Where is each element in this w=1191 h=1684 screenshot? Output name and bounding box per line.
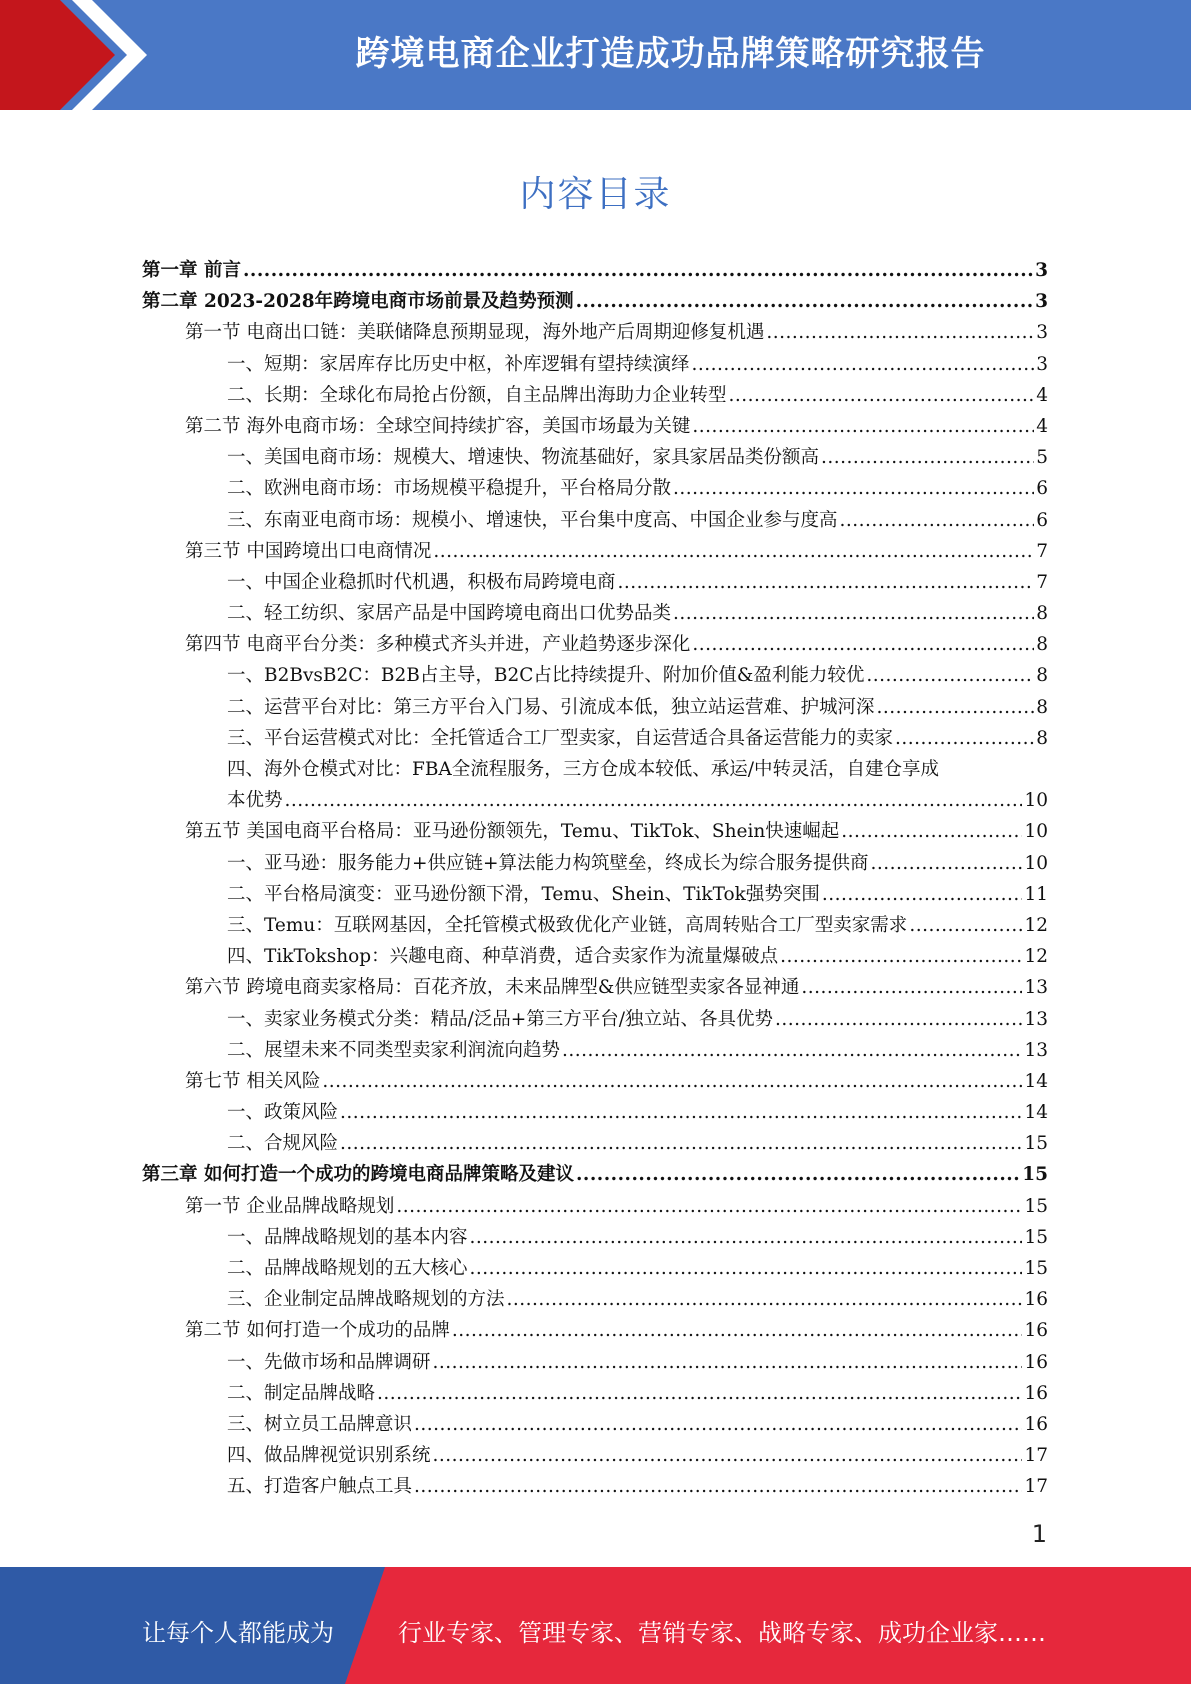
toc-entry-title: 二、长期：全球化布局抢占份额，自主品牌出海助力企业转型 xyxy=(227,384,727,406)
toc-entry-page: 3 xyxy=(1035,291,1048,313)
toc-dot-leader xyxy=(433,1347,1023,1378)
toc-entry[interactable] xyxy=(142,1315,1048,1346)
toc-entry-title: 二、欧洲电商市场：市场规模平稳提升，平台格局分散 xyxy=(227,478,672,500)
toc-entry[interactable] xyxy=(142,255,1048,286)
toc-entry[interactable] xyxy=(142,848,1048,879)
toc-entry-title: 三、企业制定品牌战略规划的方法 xyxy=(227,1289,505,1311)
toc-entry-page: 4 xyxy=(1036,415,1048,437)
toc-dot-leader xyxy=(576,286,1034,317)
toc-entry-title: 第三章 如何打造一个成功的跨境电商品牌策略及建议 xyxy=(142,1164,574,1186)
toc-entry-title: 三、树立员工品牌意识 xyxy=(227,1413,413,1435)
toc-entry-title: 一、先做市场和品牌调研 xyxy=(227,1351,431,1373)
footer-slogan-left: 让每个人都能成为 xyxy=(142,1619,334,1647)
toc-entry-title: 二、品牌战略规划的五大核心 xyxy=(227,1258,468,1279)
toc-entry-page: 8 xyxy=(1036,665,1048,687)
toc-dot-leader xyxy=(692,629,1034,660)
toc-entry[interactable] xyxy=(142,1409,1048,1440)
toc-dot-leader xyxy=(692,411,1034,442)
toc-dot-leader xyxy=(452,1315,1023,1346)
toc-entry-title: 第六节 跨境电商卖家格局：百花齐放，未来品牌型&供应链型卖家各显神通 xyxy=(185,977,800,999)
toc-entry[interactable] xyxy=(142,941,1048,972)
toc-dot-leader xyxy=(340,1097,1022,1128)
toc-entry[interactable] xyxy=(142,349,1048,380)
toc-dot-leader xyxy=(909,910,1022,941)
toc-entry-page: 12 xyxy=(1024,914,1048,936)
toc-dot-leader xyxy=(470,1222,1023,1253)
toc-entry[interactable] xyxy=(142,1347,1048,1378)
toc-dot-leader xyxy=(618,567,1035,598)
toc-entry-title: 一、亚马逊：服务能力+供应链+算法能力构筑壁垒，终成长为综合服务提供商 xyxy=(227,852,869,874)
toc-entry[interactable] xyxy=(142,1097,1048,1128)
toc-dot-leader xyxy=(673,598,1034,629)
toc-dot-leader xyxy=(507,1284,1023,1315)
toc-entry-page: 8 xyxy=(1036,727,1048,749)
toc-entry-page: 16 xyxy=(1024,1289,1048,1311)
toc-entry-page: 3 xyxy=(1036,353,1048,375)
toc-dot-leader xyxy=(322,1066,1022,1097)
toc-entry[interactable] xyxy=(142,692,1048,723)
toc-entry-page: 16 xyxy=(1024,1351,1048,1373)
toc-dot-leader xyxy=(433,1440,1023,1471)
toc-entry-page: 13 xyxy=(1024,1008,1048,1030)
toc-entry-title: 二、轻工纺织、家居产品是中国跨境电商出口优势品类 xyxy=(227,603,672,625)
toc-entry[interactable] xyxy=(142,1004,1048,1035)
toc-entry-page: 3 xyxy=(1035,260,1048,281)
toc-entry-title: 五、打造客户触点工具 xyxy=(227,1476,413,1498)
toc-dot-leader xyxy=(780,941,1022,972)
footer-band xyxy=(0,1567,1191,1684)
toc-entry-title: 一、品牌战略规划的基本内容 xyxy=(227,1226,468,1248)
toc-dot-leader xyxy=(285,785,1023,816)
toc-entry-page: 8 xyxy=(1036,634,1048,656)
toc-entry-title: 三、Temu：互联网基因，全托管模式极致优化产业链，高周转贴合工厂型卖家需求 xyxy=(227,914,908,936)
toc-entry[interactable] xyxy=(142,411,1048,442)
toc-dot-leader xyxy=(562,1035,1022,1066)
toc-entry[interactable] xyxy=(142,1159,1048,1190)
toc-entry-page: 10 xyxy=(1024,821,1048,843)
toc-entry-page: 6 xyxy=(1036,509,1048,531)
header-band xyxy=(0,0,1191,110)
toc-entry-title: 一、中国企业稳抓时代机遇，积极布局跨境电商 xyxy=(227,571,616,593)
toc-dot-leader xyxy=(414,1471,1022,1502)
toc-entry-page: 14 xyxy=(1024,1102,1048,1124)
toc-dot-leader xyxy=(895,723,1034,754)
toc-dot-leader xyxy=(414,1409,1022,1440)
toc-entry-page: 15 xyxy=(1024,1195,1048,1217)
toc-entry-page: 13 xyxy=(1024,977,1048,999)
toc-entry-title: 一、短期：家居库存比历史中枢，补库逻辑有望持续演绎 xyxy=(227,353,690,375)
toc-dot-leader xyxy=(841,816,1022,847)
toc-dot-leader xyxy=(775,1004,1022,1035)
toc-entry-title: 一、政策风险 xyxy=(227,1102,339,1124)
toc-entry-title: 一、美国电商市场：规模大、增速快、物流基础好，家具家居品类份额高 xyxy=(227,447,820,469)
toc-entry-title: 第四节 电商平台分类：多种模式齐头并进，产业趋势逐步深化 xyxy=(185,634,691,656)
toc-entry[interactable] xyxy=(142,598,1048,629)
toc-entry-page: 6 xyxy=(1036,478,1048,500)
toc-entry-page: 3 xyxy=(1036,322,1048,344)
toc-entry[interactable] xyxy=(142,629,1048,660)
page-number: 1 xyxy=(1031,1520,1047,1548)
toc-entry-page: 7 xyxy=(1036,571,1048,593)
toc-dot-leader xyxy=(822,879,1023,910)
toc-entry-page: 15 xyxy=(1024,1258,1048,1279)
toc-dot-leader xyxy=(673,473,1034,504)
toc-entry[interactable] xyxy=(142,1222,1048,1253)
toc-entry[interactable] xyxy=(142,879,1048,910)
toc-entry[interactable] xyxy=(142,1128,1048,1159)
toc-entry[interactable] xyxy=(142,286,1048,317)
toc-entry-title: 一、B2BvsB2C：B2B占主导，B2C占比持续提升、附加价值&盈利能力较优 xyxy=(227,665,865,687)
toc-entry[interactable] xyxy=(142,1191,1048,1222)
toc-entry-page: 11 xyxy=(1024,883,1048,905)
toc-entry[interactable] xyxy=(142,1471,1048,1502)
toc-entry-page: 4 xyxy=(1036,384,1048,406)
toc-entry[interactable] xyxy=(142,1284,1048,1315)
toc-entry[interactable] xyxy=(142,1253,1048,1284)
toc-entry-title: 第二章 2023-2028年跨境电商市场前景及趋势预测 xyxy=(142,291,574,313)
toc-dot-leader xyxy=(340,1128,1022,1159)
toc-entry-page: 10 xyxy=(1024,790,1048,812)
toc-entry[interactable] xyxy=(142,1378,1048,1409)
toc-dot-leader xyxy=(840,505,1035,536)
toc-dot-leader xyxy=(801,972,1022,1003)
toc-entry[interactable] xyxy=(142,785,1048,816)
toc-entry-page: 17 xyxy=(1024,1476,1048,1498)
toc-entry-title: 二、制定品牌战略 xyxy=(227,1382,376,1404)
toc-entry-page: 15 xyxy=(1022,1164,1048,1186)
toc-entry[interactable] xyxy=(142,816,1048,847)
toc-dot-leader xyxy=(433,536,1034,567)
toc-entry-title: 三、平台运营模式对比：全托管适合工厂型卖家，自运营适合具备运营能力的卖家 xyxy=(227,727,894,749)
toc-entry-title: 一、卖家业务模式分类：精品/泛品+第三方平台/独立站、各具优势 xyxy=(227,1008,773,1030)
toc-dot-leader xyxy=(692,349,1035,380)
toc-dot-leader xyxy=(576,1159,1020,1190)
report-title: 跨境电商企业打造成功品牌策略研究报告 xyxy=(355,34,986,74)
toc-entry-page: 10 xyxy=(1024,852,1048,874)
toc-entry-page: 16 xyxy=(1024,1382,1048,1404)
toc-entry[interactable] xyxy=(142,567,1048,598)
toc-entry-page: 14 xyxy=(1024,1070,1048,1092)
header-arrow-decoration xyxy=(0,0,150,110)
toc-entry-title: 二、运营平台对比：第三方平台入门易、引流成本低，独立站运营难、护城河深 xyxy=(227,696,875,718)
toc-entry-page: 12 xyxy=(1024,946,1048,968)
toc-entry-title: 第一节 企业品牌战略规划 xyxy=(185,1195,395,1217)
toc-entry[interactable] xyxy=(142,1066,1048,1097)
toc-entry-title: 二、合规风险 xyxy=(227,1133,339,1155)
toc-entry[interactable] xyxy=(142,723,1048,754)
toc-entry-title: 第三节 中国跨境出口电商情况 xyxy=(185,540,432,562)
toc-entry[interactable] xyxy=(142,1035,1048,1066)
toc-entry-title: 第一节 电商出口链：美联储降息预期显现，海外地产后周期迎修复机遇 xyxy=(185,322,765,344)
toc-entry-page: 16 xyxy=(1024,1413,1048,1435)
toc-entry[interactable] xyxy=(142,754,1048,785)
toc-entry[interactable] xyxy=(142,1440,1048,1471)
toc-entry[interactable] xyxy=(142,380,1048,411)
toc-entry[interactable] xyxy=(142,505,1048,536)
toc-dot-leader xyxy=(470,1253,1023,1284)
toc-dot-leader xyxy=(821,442,1034,473)
toc-dot-leader xyxy=(766,317,1034,348)
toc-dot-leader xyxy=(866,660,1034,691)
toc-dot-leader xyxy=(377,1378,1022,1409)
toc-entry-title: 三、东南亚电商市场：规模小、增速快，平台集中度高、中国企业参与度高 xyxy=(227,509,838,531)
toc-entry-page: 15 xyxy=(1024,1133,1048,1155)
toc-entry[interactable] xyxy=(142,910,1048,941)
toc-entry-page: 8 xyxy=(1036,603,1048,625)
toc-entry-title: 四、海外仓模式对比：FBA全流程服务，三方仓成本较低、承运/中转灵活，自建仓享成 xyxy=(227,759,940,780)
toc-entry-title: 第五节 美国电商平台格局：亚马逊份额领先，Temu、TikTok、Shein快速崛起 xyxy=(185,821,840,843)
toc-entry-title: 第一章 前言 xyxy=(142,260,241,281)
toc-entry-title: 二、平台格局演变：亚马逊份额下滑，Temu、Shein、TikTok强势突围 xyxy=(227,883,820,905)
toc-entry[interactable] xyxy=(142,660,1048,691)
toc-entry-page: 17 xyxy=(1024,1445,1048,1467)
toc-entry-page: 13 xyxy=(1024,1039,1048,1061)
toc-entry-title: 第二节 海外电商市场：全球空间持续扩容，美国市场最为关键 xyxy=(185,415,691,437)
toc-heading: 内容目录 xyxy=(519,174,672,215)
toc-entry-page: 5 xyxy=(1036,447,1048,469)
toc-dot-leader xyxy=(871,848,1023,879)
toc-entry-title: 四、做品牌视觉识别系统 xyxy=(227,1445,431,1467)
toc-entry[interactable] xyxy=(142,442,1048,473)
toc-entry-title: 二、展望未来不同类型卖家利润流向趋势 xyxy=(227,1039,561,1061)
toc-entry[interactable] xyxy=(142,536,1048,567)
toc-dot-leader xyxy=(396,1191,1022,1222)
toc-entry-page: 16 xyxy=(1024,1320,1048,1342)
toc-entry-title: 第二节 如何打造一个成功的品牌 xyxy=(185,1320,450,1342)
footer-slogan-right: 行业专家、管理专家、营销专家、战略专家、成功企业家…… xyxy=(398,1619,1046,1647)
toc-entry-title: 四、TikTokshop：兴趣电商、种草消费，适合卖家作为流量爆破点 xyxy=(227,946,779,968)
table-of-contents xyxy=(142,255,1048,1503)
toc-entry[interactable] xyxy=(142,473,1048,504)
toc-entry-page: 7 xyxy=(1036,540,1048,562)
toc-entry-title: 第七节 相关风险 xyxy=(185,1070,321,1092)
toc-dot-leader xyxy=(877,692,1035,723)
toc-entry-title: 本优势 xyxy=(227,790,283,812)
toc-dot-leader xyxy=(729,380,1035,411)
toc-entry[interactable] xyxy=(142,972,1048,1003)
toc-entry-page: 15 xyxy=(1024,1226,1048,1248)
toc-entry[interactable] xyxy=(142,317,1048,348)
toc-entry-page: 8 xyxy=(1036,696,1048,718)
toc-dot-leader xyxy=(243,255,1033,286)
